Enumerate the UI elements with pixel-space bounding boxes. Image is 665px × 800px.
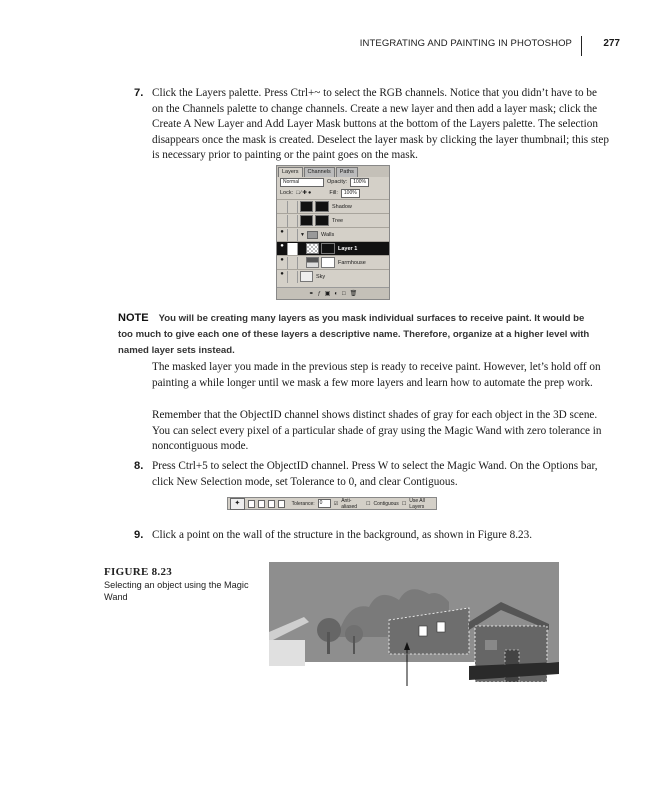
layer-name: Layer 1 (338, 245, 358, 252)
figure-number: FIGURE 8.23 (104, 566, 173, 578)
barn-window (485, 640, 497, 650)
intersect-selection-icon (278, 500, 285, 508)
tolerance-field: 0 (318, 499, 331, 508)
layer-thumbnail (300, 215, 313, 226)
step-7 (134, 86, 610, 164)
link-box (288, 229, 298, 241)
tree-trunk (327, 632, 330, 654)
layer-thumbnail (306, 243, 319, 254)
contiguous-checkbox: ☐ (366, 500, 371, 507)
note-text: You will be creating many layers as you mask individual surfaces to receive paint. It would be too much to give each one of these layers a descriptive name. Therefore, organize at a higher level with named layer sets instead. (118, 313, 590, 356)
mask-icon: ▣ (324, 291, 331, 297)
fill-label: Fill: (329, 190, 338, 196)
layer-row-selected (277, 241, 389, 255)
header-divider (581, 36, 582, 56)
eye-icon: ● (277, 243, 288, 255)
step-9 (134, 528, 610, 544)
step-9-text: Click a point on the wall of the structure in the background, as shown in Figure 8.23. (152, 529, 532, 541)
anti-aliased-label: Anti-aliased (341, 497, 358, 510)
brush-icon (288, 243, 298, 255)
mask-thumbnail (321, 243, 335, 254)
step-7-text: Click the Layers palette. Press Ctrl+~ to select the RGB channels. Notice that you didn’t have to be on the Channels palette to change channels. Create a new layer and then add a layer mask; click the Create A New Layer and Add Layer Mask buttons at the bottom of the Layers palette. The selection disappears once the mask is created. Deselect the layer mask by clicking the layer thumbnail; this step is necessary prior to painting or the paint goes on the mask. (152, 87, 609, 162)
step-8-number: 8. (134, 460, 144, 472)
lock-icons: □∕✚● (296, 190, 313, 196)
eye-icon: ● (277, 271, 288, 283)
contiguous-label: Contiguous (373, 500, 399, 507)
layer-name: Tree (332, 217, 344, 224)
page-number: 277 (603, 38, 620, 49)
layer-name: Shadow (332, 203, 352, 210)
fill-field: 100% (341, 189, 360, 198)
opacity-field: 100% (350, 178, 369, 187)
tab-channels: Channels (304, 167, 335, 177)
options-bar-screenshot (227, 497, 437, 510)
left-house-wall (269, 640, 305, 666)
blend-row (277, 177, 389, 188)
paragraph-1: The masked layer you made in the previous step is ready to receive paint. However, let’s hold off on painting a while longer until we mask a few more layers and learn how to automate the prep work. (152, 361, 601, 389)
visibility-toggle (277, 215, 288, 227)
layer-row (277, 255, 389, 269)
tab-paths: Paths (336, 167, 358, 177)
link-box (288, 257, 298, 269)
subtract-selection-icon (268, 500, 275, 508)
link-icon: ⚭ (308, 291, 314, 297)
blend-mode-select: Normal (280, 178, 324, 187)
palette-tabs (277, 166, 389, 177)
layer-set-name: Walls (320, 231, 335, 238)
window (437, 622, 445, 632)
layer-thumbnail (300, 201, 313, 212)
link-box (288, 215, 298, 227)
layer-thumbnail (300, 271, 313, 282)
step-7-number: 7. (134, 87, 144, 99)
magic-wand-selection-figure (269, 562, 559, 728)
step-8 (134, 459, 610, 490)
trash-icon: 🗑 (349, 291, 358, 297)
new-selection-icon (248, 500, 255, 508)
tree-trunk (353, 636, 355, 654)
note-block (118, 310, 598, 359)
link-box (288, 201, 298, 213)
running-header (300, 36, 620, 58)
layer-row (277, 199, 389, 213)
paragraph-2: Remember that the ObjectID channel shows distinct shades of gray for each object in the 3D scene. You can select every pixel of a particular shade of gray using the Magic Wand with zero tolerance in noncontiguous mode. (152, 409, 602, 453)
layer-thumbnail (306, 257, 319, 268)
figure-caption-text: Selecting an object using the Magic Wand (104, 579, 249, 602)
expand-arrow-icon: ▼ (300, 231, 305, 238)
style-icon: ƒ (317, 290, 321, 297)
tab-layers: Layers (278, 167, 303, 177)
figure-caption (104, 566, 254, 604)
adjustment-icon: ◐ (334, 290, 339, 297)
folder-icon (307, 231, 318, 239)
layer-row (277, 269, 389, 283)
layer-row (277, 213, 389, 227)
opacity-label: Opacity: (327, 179, 348, 185)
running-title: INTEGRATING AND PAINTING IN PHOTOSHOP (359, 38, 572, 49)
layer-name: Sky (316, 273, 326, 280)
eye-icon: ● (277, 257, 288, 269)
note-label: NOTE (118, 312, 149, 324)
eye-icon: ● (277, 229, 288, 241)
mask-thumbnail (315, 201, 329, 212)
layer-set-row (277, 227, 389, 241)
use-all-layers-checkbox: ☐ (401, 500, 407, 507)
mask-thumbnail (315, 215, 329, 226)
palette-bottom-bar (277, 287, 389, 299)
step-8-text: Press Ctrl+5 to select the ObjectID channel. Press W to select the Magic Wand. On the Options bar, click New Selection mode, set Tolerance to 0, and clear Contiguous. (152, 460, 598, 488)
visibility-toggle (277, 201, 288, 213)
link-box (288, 271, 298, 283)
new-layer-icon: □ (342, 290, 346, 297)
add-selection-icon (258, 500, 265, 508)
layer-name: Farmhouse (338, 259, 366, 266)
lock-label: Lock: (280, 190, 294, 196)
anti-aliased-checkbox: ☑ (333, 500, 339, 507)
layers-palette-screenshot (276, 165, 390, 300)
use-all-layers-label: Use All Layers (409, 497, 425, 510)
magic-wand-icon: ✦ (230, 498, 245, 510)
lock-row (277, 188, 389, 199)
tolerance-label: Tolerance: (291, 500, 315, 507)
step-9-number: 9. (134, 529, 144, 541)
window (419, 626, 427, 636)
mask-thumbnail (321, 257, 335, 268)
